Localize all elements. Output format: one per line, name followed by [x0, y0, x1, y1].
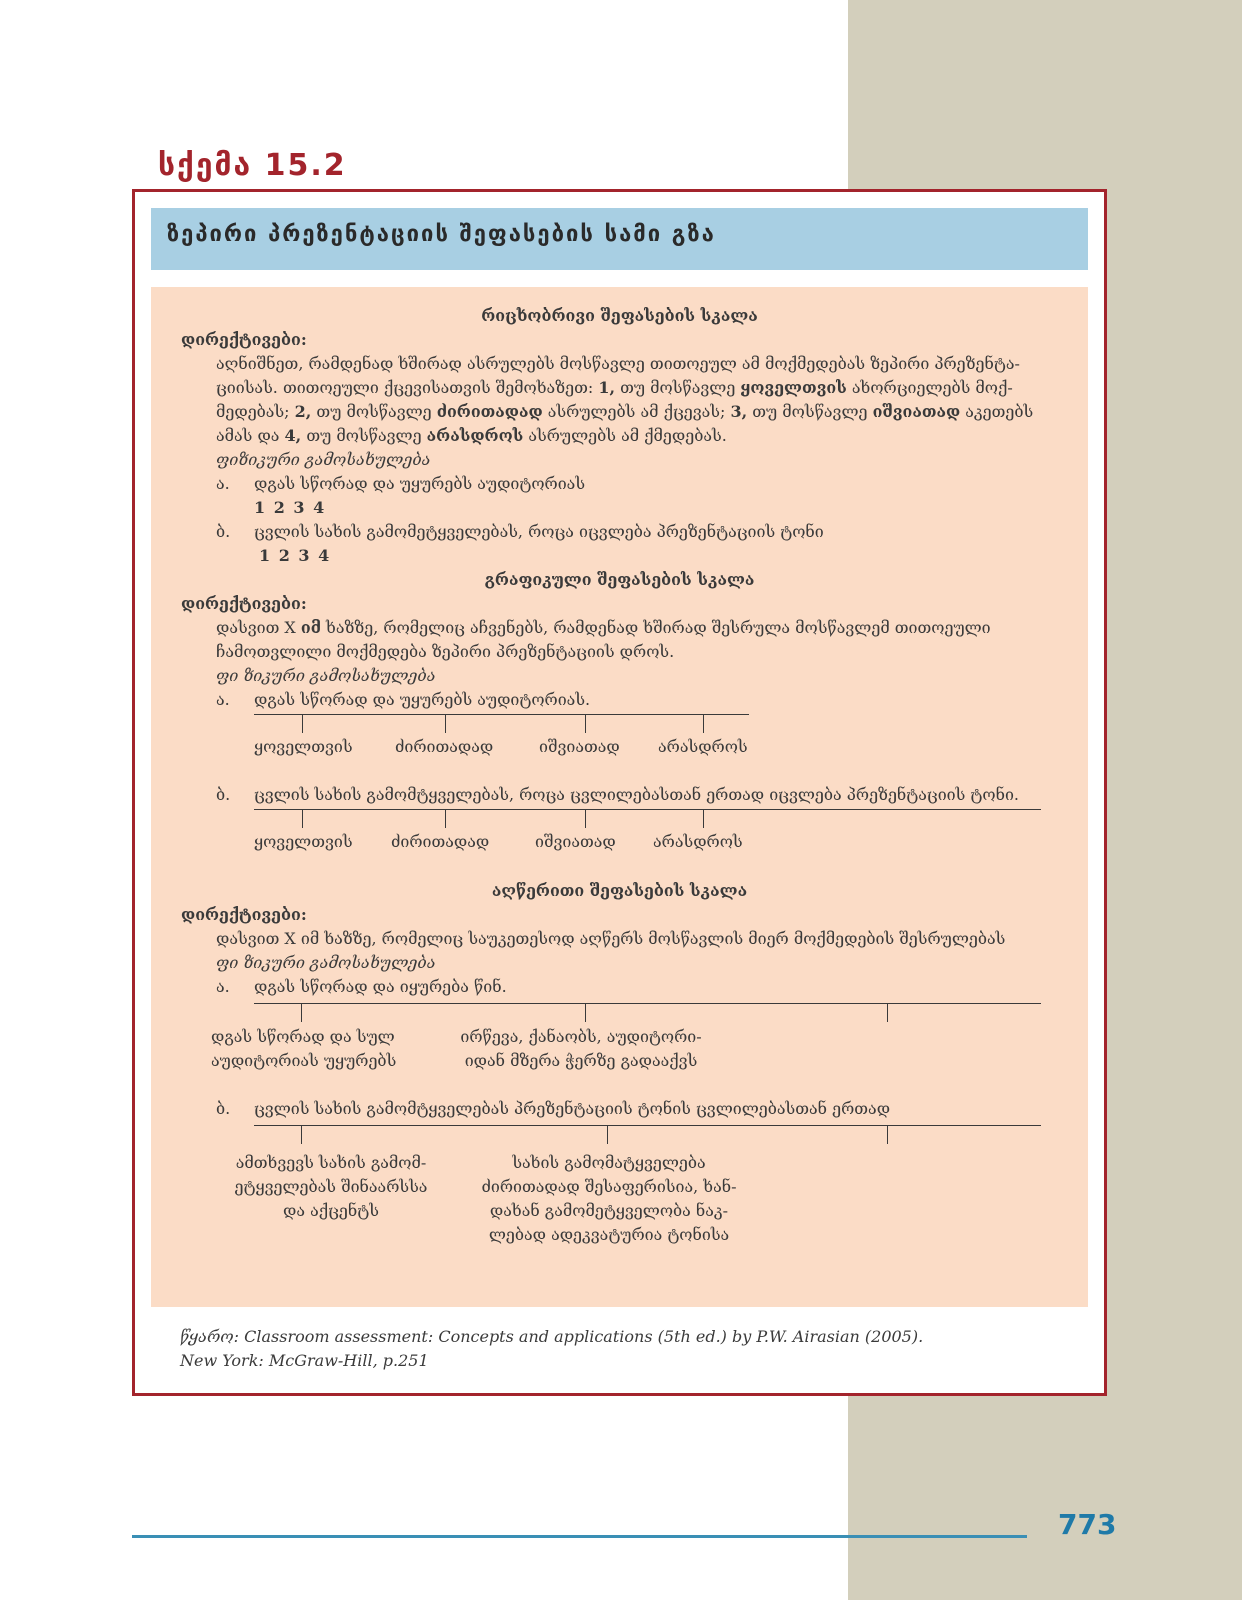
source-line	[180, 1325, 1060, 1349]
scheme-title: ზეპირი პრეზენტაციის შეფასების სამი გზა	[167, 222, 716, 247]
descriptive-b-desc-line: და აქცენტს	[283, 1201, 379, 1220]
numeric-directive-text: მედებას;	[216, 402, 295, 421]
scale-number: 2,	[294, 402, 312, 421]
numeric-directive-text: თუ მოსწავლე	[311, 402, 437, 421]
descriptive-b-desc-line: ეტყველებას შინაარსსა	[234, 1177, 428, 1196]
emphasis-word: ძირითადად	[436, 402, 543, 421]
scale-tick	[302, 810, 303, 828]
descriptive-scale-heading: აღწერითი შეფასების სკალა	[491, 881, 748, 900]
numeric-directive-line	[216, 424, 727, 448]
graphic-item-a-scale-line	[254, 714, 749, 715]
numeric-directive-text: თუ მოსწავლე	[301, 426, 427, 445]
source-note	[180, 1325, 1060, 1373]
graphic-scale-heading: გრაფიკული შეფასების სკალა	[484, 570, 755, 589]
emphasis-word: ყოველთვის	[740, 378, 847, 397]
graphic-item-b-marker: ბ.	[216, 785, 231, 804]
scale-label-always: ყოველთვის	[254, 737, 353, 756]
scale-tick	[301, 1126, 302, 1144]
scale-tick	[585, 715, 586, 733]
descriptive-b-desc-line: ამთხვევს სახის გამომ-	[235, 1153, 427, 1172]
descriptive-b-desc-line: დახან გამომეტყველობა ნაკ-	[489, 1201, 729, 1220]
numeric-directive-text: თუ მოსწავლე	[615, 378, 741, 397]
graphic-directive-line	[216, 616, 991, 640]
emphasis-word: არასდროს	[426, 426, 524, 445]
descriptive-b-desc-line: სახის გამომატყველება	[512, 1153, 706, 1172]
numeric-directive-line	[216, 376, 1013, 400]
numeric-item-b-marker: ბ.	[216, 522, 231, 541]
graphic-item-a-text: დგას სწორად და უყურებს აუდიტორიას.	[254, 690, 591, 709]
page-number: 773	[1058, 1508, 1117, 1541]
descriptive-b-desc-line: ლებად ადეკვატურია ტონისა	[488, 1225, 730, 1244]
descriptive-subhead: ფი ზიკური გამოსახულება	[216, 953, 436, 972]
emphasis-word: იშვიათად	[872, 402, 961, 421]
numeric-item-b-text: ცვლის სახის გამომეტყველებას, როცა იცვლება პრეზენტაციის ტონი	[254, 522, 824, 541]
numeric-subhead: ფიზიკური გამოსახულება	[216, 450, 431, 469]
source-line: New York: McGraw-Hill, p.251	[180, 1351, 429, 1370]
scale-tick	[301, 1004, 302, 1022]
numeric-directive-text: ახორციელებს მოქ-	[846, 378, 1013, 397]
numeric-directive-text: აკეთებს	[960, 402, 1034, 421]
graphic-item-a-marker: ა.	[216, 690, 230, 709]
numeric-item-a-text: დგას სწორად და უყურებს აუდიტორიას	[254, 474, 586, 493]
scale-tick	[703, 810, 704, 828]
source-citation: Classroom assessment: Concepts and applications (5th ed.) by P.W. Airasian (2005).	[239, 1327, 924, 1346]
numeric-directive-text: აღნიშნეთ, რამდენად ხშირად ასრულებს მოსწავლე თითოეულ ამ მოქმედებას ზეპირი პრეზენტა-	[216, 354, 1020, 373]
scale-tick	[887, 1004, 888, 1022]
scale-tick	[607, 1126, 608, 1144]
scale-label-never: არასდროს	[658, 737, 748, 756]
scale-number: 1,	[598, 378, 616, 397]
graphic-directives-label: დირექტივები:	[181, 594, 307, 613]
numeric-directive-text: ასრულებს ამ ქმედებას.	[523, 426, 727, 445]
scale-tick	[703, 715, 704, 733]
descriptive-item-a-scale-line	[254, 1003, 1041, 1004]
scale-tick	[302, 715, 303, 733]
scale-label-always: ყოველთვის	[254, 832, 353, 851]
descriptive-a-desc-line: ირწევა, ქანაობს, აუდიტორი-	[460, 1027, 702, 1046]
graphic-directive-text: ხაზზე, რომელიც აჩვენებს, რამდენად ხშირად შესრულა მოსწავლემ თითოეული	[320, 618, 991, 637]
scheme-content	[151, 287, 1088, 1307]
scale-tick	[445, 715, 446, 733]
scale-label-mostly: ძირითადად	[395, 737, 494, 756]
numeric-directives-label: დირექტივები:	[181, 330, 307, 349]
graphic-item-b-text: ცვლის სახის გამომტყველებას, როცა ცვლილებასთან ერთად იცვლება პრეზენტაციის ტონი.	[254, 785, 1020, 804]
numeric-directive-line	[216, 400, 1033, 424]
numeric-directive-text: ამას და	[216, 426, 285, 445]
scale-tick	[445, 810, 446, 828]
numeric-directive-text: თუ მოსწავლე	[747, 402, 873, 421]
numeric-scale-heading: რიცხობრივი შეფასების სკალა	[481, 306, 758, 325]
descriptive-b-desc-line: ძირითადად შესაფერისია, ხან-	[481, 1177, 737, 1196]
source-prefix: წყარო:	[180, 1327, 240, 1346]
descriptive-a-desc-line: იდან მზერა ჭერზე გადააქვს	[464, 1051, 698, 1070]
numeric-directive-text: ასრულებს ამ ქცევას;	[542, 402, 731, 421]
footer-rule	[132, 1535, 1027, 1538]
graphic-directive-line: ჩამოთვლილი მოქმედება ზეპირი პრეზენტაციის დროს.	[216, 642, 675, 661]
graphic-item-b-scale-line	[254, 809, 1041, 810]
graphic-subhead: ფი ზიკური გამოსახულება	[216, 666, 436, 685]
scale-tick	[585, 1004, 586, 1022]
scheme-label: სქემა 15.2	[158, 148, 347, 183]
descriptive-item-b-scale-line	[254, 1125, 1041, 1126]
descriptive-item-a-marker: ა.	[216, 977, 230, 996]
descriptive-a-desc-line: აუდიტორიას უყურებს	[211, 1051, 397, 1070]
numeric-directive-line	[216, 352, 1020, 376]
descriptive-a-desc-line: დგას სწორად და სულ	[211, 1027, 395, 1046]
descriptive-item-a-text: დგას სწორად და იყურება წინ.	[254, 977, 507, 996]
scale-label-rarely: იშვიათად	[535, 832, 616, 851]
descriptive-item-b-marker: ბ.	[216, 1099, 231, 1118]
title-bar	[151, 208, 1088, 270]
descriptive-item-b-text: ცვლის სახის გამომტყველებას პრეზენტაციის ტონის ცვლილებასთან ერთად	[254, 1099, 891, 1118]
descriptive-directive-line: დასვით X იმ ხაზზე, რომელიც საუკეთესოდ აღწერს მოსწავლის მიერ მოქმედების შესრულებას	[216, 929, 1006, 948]
scale-label-never: არასდროს	[653, 832, 743, 851]
scale-tick	[585, 810, 586, 828]
scale-number: 3,	[730, 402, 748, 421]
numeric-directive-text: ციისას. თითოეული ქცევისათვის შემოხაზეთ:	[216, 378, 599, 397]
numeric-item-b-scale: 1 2 3 4	[259, 546, 330, 565]
scale-tick	[887, 1126, 888, 1144]
scale-label-rarely: იშვიათად	[539, 737, 620, 756]
emphasis-word: იმ	[300, 618, 321, 637]
descriptive-directives-label: დირექტივები:	[181, 905, 307, 924]
graphic-directive-text: დასვით X	[216, 618, 301, 637]
scale-number: 4,	[284, 426, 302, 445]
numeric-item-a-scale: 1 2 3 4	[254, 498, 325, 517]
scheme-frame	[132, 189, 1107, 1396]
numeric-item-a-marker: ა.	[216, 474, 230, 493]
scale-label-mostly: ძირითადად	[391, 832, 490, 851]
